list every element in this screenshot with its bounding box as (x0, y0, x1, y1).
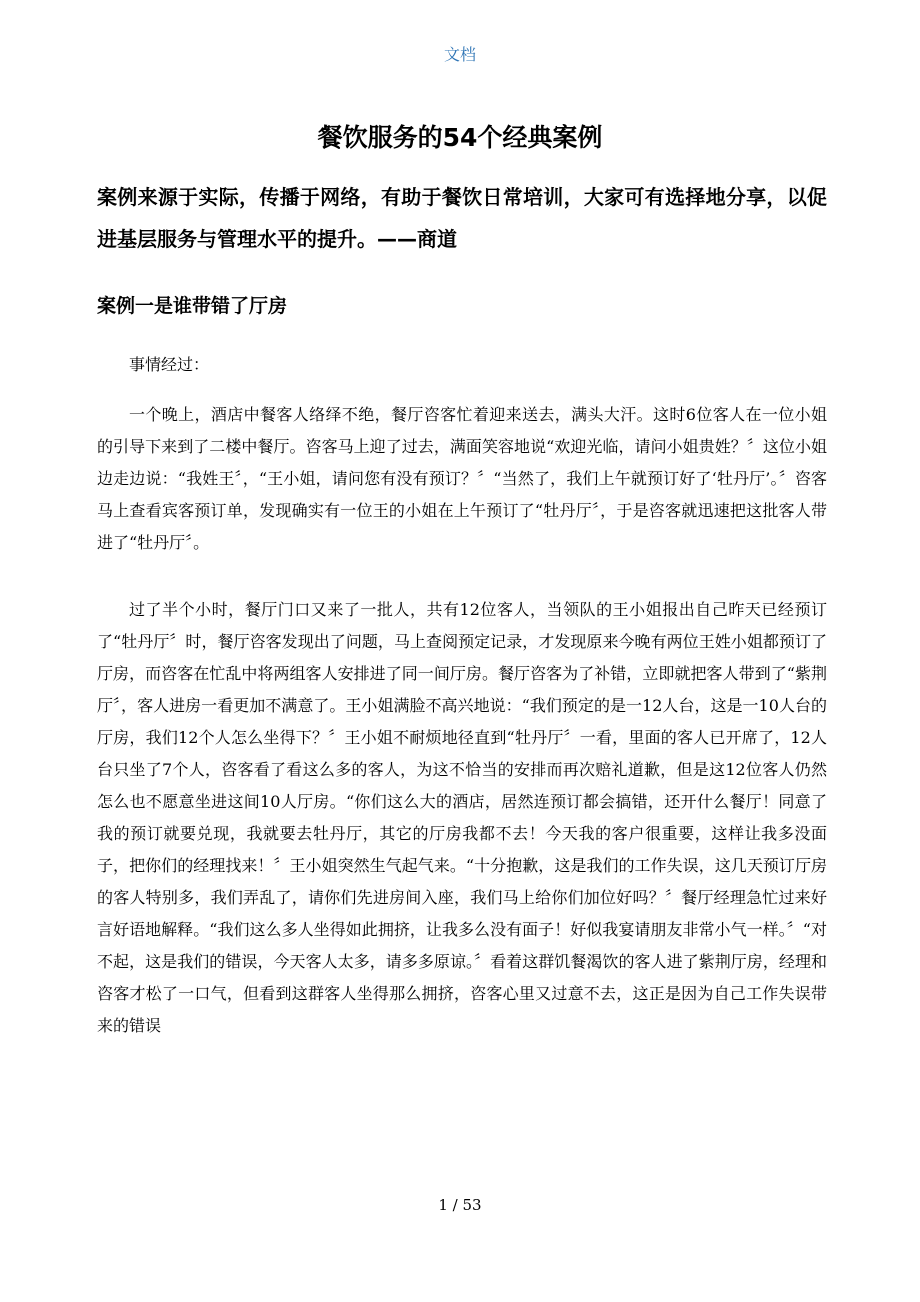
section-label: 事情经过： (129, 355, 210, 374)
document-title: 餐饮服务的54个经典案例 (317, 123, 603, 152)
case-heading: 案例一是谁带错了厅房 (97, 295, 288, 317)
header-document-link[interactable]: 文档 (443, 45, 476, 64)
paragraph-1: 一个晚上，酒店中餐客人络绎不绝，餐厅咨客忙着迎来送去，满头大汗。这时6位客人在一位小姐的引导下来到了二楼中餐厅。咨客马上迎了过去，满面笑容地说“欢迎光临，请问小姐贵姓？〞这位小姐边走边说：“我姓王〞，“王小姐，请问您有没有预订？〞“当然了，我们上午就预订好了‘牡丹厅’。〞咨客马上查看宾客预订单，发现确实有一位王的小姐在上午预订了“牡丹厅〞，于是咨客就迅速把这批客人带进了“牡丹厅〞。 (97, 405, 827, 552)
page-number: 1 / 53 (438, 1196, 482, 1214)
paragraph-2: 过了半个小时，餐厅门口又来了一批人，共有12位客人，当领队的王小姐报出自己昨天已经预订了“牡丹厅〞时，餐厅咨客发现出了问题，马上查阅预定记录，才发现原来今晚有两位王姓小姐都预订了厅房，而咨客在忙乱中将两组客人安排进了同一间厅房。餐厅咨客为了补错，立即就把客人带到了“紫荆厅〞，客人进房一看更加不满意了。王小姐满脸不高兴地说：“我们预定的是一12人台，这是一10人台的厅房，我们12个人怎么坐得下？〞王小姐不耐烦地径直到“牡丹厅〞一看，里面的客人已开席了，12人台只坐了7个人，咨客看了看这么多的客人，为这不恰当的安排而再次赔礼道歉，但是这12位客人仍然怎么也不愿意坐进这间10人厅房。“你们这么大的酒店，居然连预订都会搞错，还开什么餐厅！同意了我的预订就要兑现，我就要去牡丹厅，其它的厅房我都不去！今天我的客户很重要，这样让我多没面子，把你们的经理找来！〞王小姐突然生气起气来。“十分抱歉，这是我们的工作失误，这几天预订厅房的客人特别多，我们弄乱了，请你们先进房间入座，我们马上给你们加位好吗？〞餐厅经理急忙过来好言好语地解释。“我们这么多人坐得如此拥挤，让我多么没有面子！好似我宴请朋友非常小气一样。〞“对不起，这是我们的错误，今天客人太多，请多多原谅。〞看着这群饥餐渴饮的客人进了紫荆厅房，经理和咨客才松了一口气，但看到这群客人坐得那么拥挤，咨客心里又过意不去，这正是因为自己工作失误带来的错误 (97, 600, 827, 1035)
document-subtitle: 案例来源于实际，传播于网络，有助于餐饮日常培训，大家可有选择地分享，以促进基层服务与管理水平的提升。——商道 (97, 185, 827, 251)
